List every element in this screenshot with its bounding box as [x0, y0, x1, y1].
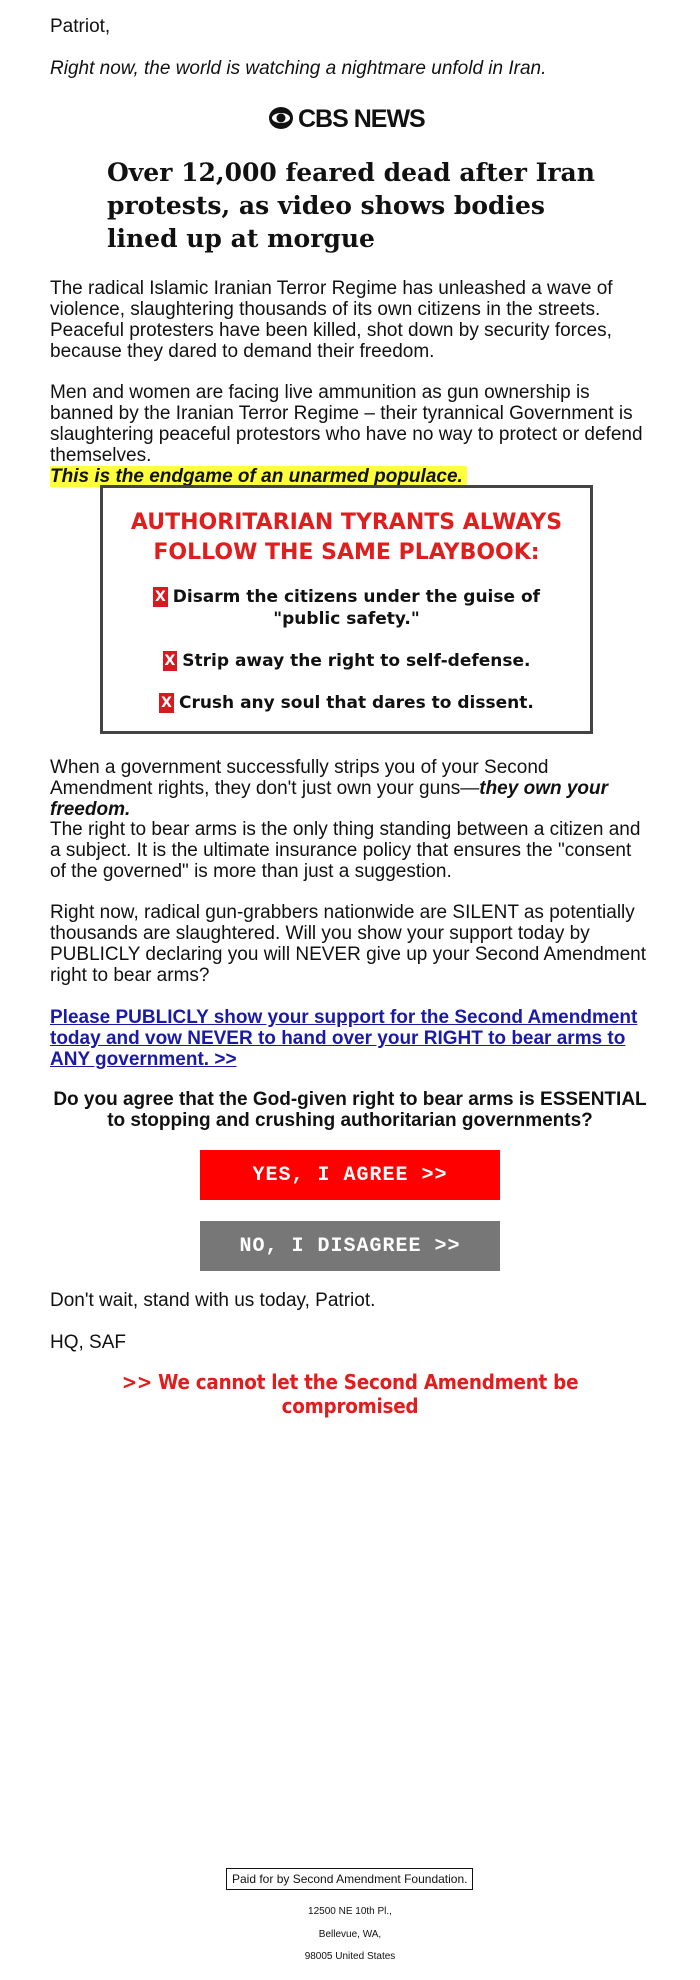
- playbook-title: AUTHORITARIAN TYRANTS ALWAYS FOLLOW THE SAME PLAYBOOK:: [130, 510, 563, 565]
- playbook-item-text: Crush any soul that dares to dissent.: [178, 693, 534, 713]
- paragraph-5: Right now, radical gun-grabbers nationwide are SILENT as potentially thousands are slaughtered. Will you show your support today by PUBLICLY declaring you will NEVER give up your Second Amendment right to bear arms?: [50, 902, 646, 986]
- paragraph-2: [50, 382, 650, 487]
- playbook-item-text: Strip away the right to self-defense.: [182, 651, 531, 671]
- cbs-logo-text: CBS NEWS: [298, 105, 425, 132]
- cbs-news-logo: [268, 104, 438, 132]
- paid-for-notice: Paid for by Second Amendment Foundation.: [226, 1868, 473, 1890]
- x-mark-icon: X: [164, 653, 176, 669]
- paragraph-2-text: Men and women are facing live ammunition as gun ownership is banned by the Iranian Terror Regime – their tyrannical Government is slaughtering peaceful protestors who have no way to protect or defend themselves.: [50, 382, 643, 466]
- paragraph-3-text: When a government successfully strips you of your Second Amendment rights, they don't just own your guns—: [50, 757, 549, 799]
- address-line-3: 98005 United States: [304, 1951, 396, 1962]
- cbs-eye-icon: [268, 104, 438, 132]
- support-link[interactable]: Please PUBLICLY show your support for the Second Amendment today and vow NEVER to hand over your RIGHT to bear arms to ANY government. >>: [50, 1007, 638, 1070]
- yes-agree-button[interactable]: YES, I AGREE >>: [200, 1150, 500, 1200]
- playbook-item: [133, 692, 560, 714]
- signature: HQ, SAF: [50, 1332, 127, 1353]
- playbook-item: [133, 650, 560, 672]
- highlight-text: This is the endgame of an unarmed populace.: [50, 466, 467, 487]
- no-disagree-button[interactable]: NO, I DISAGREE >>: [200, 1221, 500, 1271]
- paragraph-1: The radical Islamic Iranian Terror Regime has unleashed a wave of violence, slaughtering thousands of its own citizens in the streets. Peaceful protesters have been killed, shot down by security forces, because they dared to demand their freedom.: [50, 278, 613, 362]
- playbook-item-text: Disarm the citizens under the guise of "public safety.": [172, 587, 541, 629]
- address-line-1: 12500 NE 10th Pl.,: [308, 1906, 392, 1917]
- playbook-box: [100, 485, 593, 734]
- paragraph-4: The right to bear arms is the only thing standing between a citizen and a subject. It is the ultimate insurance policy that ensures the "consent of the governed" is more than just a suggestion.: [50, 819, 641, 882]
- paragraph-3: [50, 757, 650, 820]
- paragraph-3-emphasis: they own your freedom.: [50, 778, 609, 820]
- playbook-item: [133, 586, 560, 630]
- address-line-2: Bellevue, WA,: [318, 1929, 382, 1940]
- closing-line: Don't wait, stand with us today, Patriot.: [50, 1290, 376, 1311]
- greeting: Patriot,: [50, 16, 111, 37]
- tagline-link[interactable]: >> We cannot let the Second Amendment be compromised: [121, 1370, 579, 1418]
- intro-line: Right now, the world is watching a nightmare unfold in Iran.: [50, 58, 547, 79]
- poll-question: Do you agree that the God-given right to bear arms is ESSENTIAL to stopping and crushing authoritarian governments?: [53, 1089, 647, 1131]
- news-headline: Over 12,000 feared dead after Iran protests, as video shows bodies lined up at morgue: [107, 158, 595, 253]
- x-mark-icon: X: [154, 589, 166, 605]
- x-mark-icon: X: [161, 695, 172, 711]
